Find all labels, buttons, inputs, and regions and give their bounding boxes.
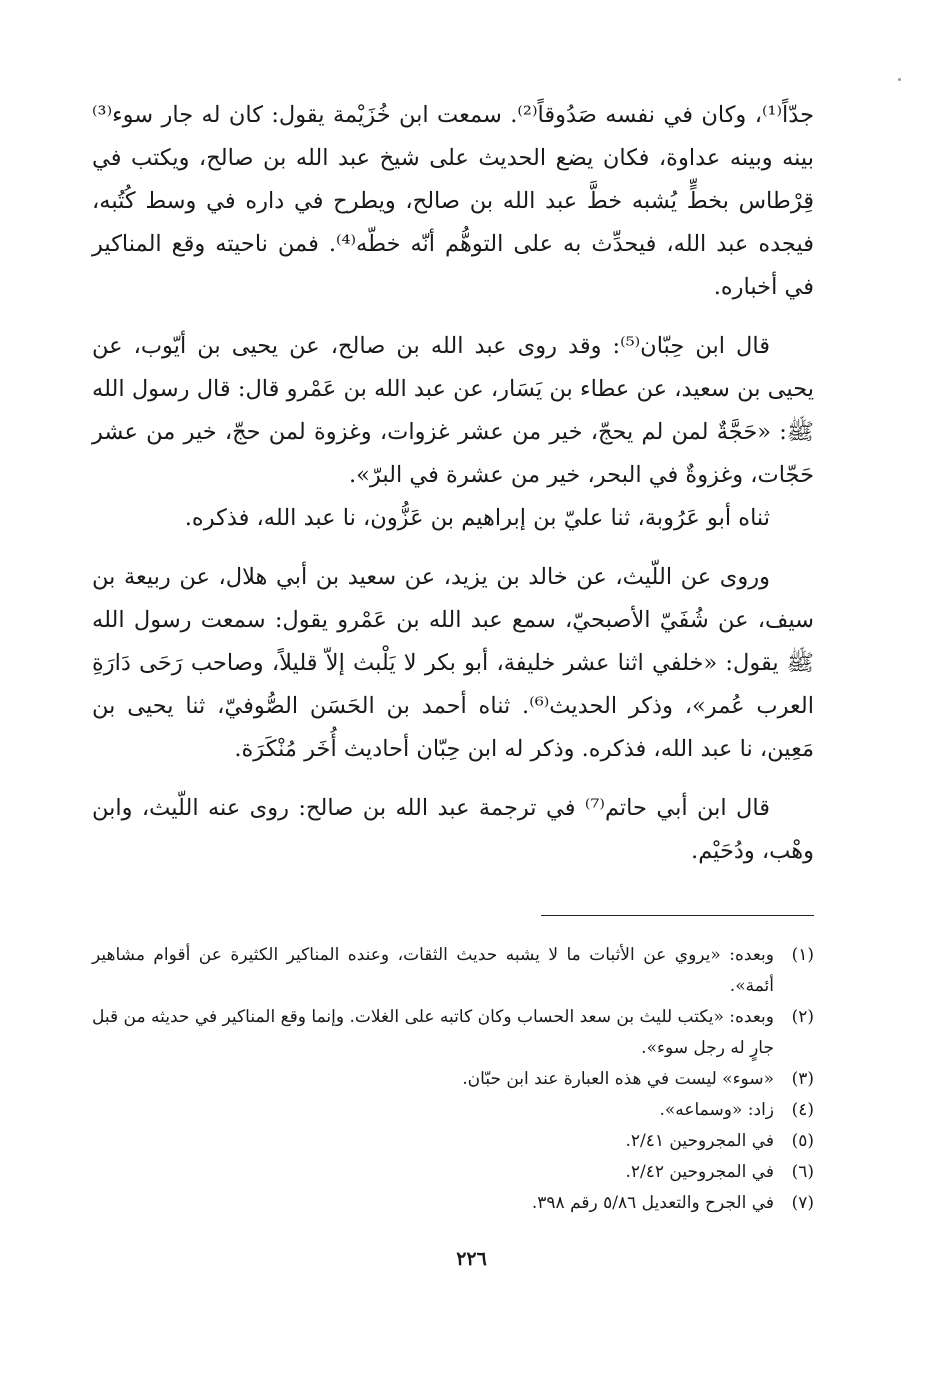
footnote	[92, 1157, 814, 1188]
footnote-text: «سوء» ليست في هذه العبارة عند ابن حبّان.	[462, 1069, 774, 1089]
paragraph: ثناه أبو عَرُوبة، ثنا عليّ بن إبراهيم بن عَزُّون، نا عبد الله، فذكره.	[184, 505, 770, 531]
footnote-number: (٢)	[791, 1007, 814, 1027]
paragraph: قال ابن أبي حاتم⁽⁷⁾ في ترجمة عبد الله بن صالح: روى عنه اللّيث، وابن وهْب، ودُحَيْم.	[92, 795, 814, 864]
footnote-text: في الجرح والتعديل ٥/٨٦ رقم ٣٩٨.	[531, 1193, 774, 1213]
footnote	[92, 1126, 814, 1157]
footnote-text: في المجروحين ٢/٤١.	[625, 1131, 774, 1151]
footnote-text: وبعده: «يكتب لليث بن سعد الحساب وكان كاتبه على الغلات. وإنما وقع المناكير في حديثه من قبل جارٍ له رجل سوء».	[92, 1007, 774, 1058]
paragraph: جدّاً⁽¹⁾، وكان في نفسه صَدُوقاً⁽²⁾. سمعت ابن خُزَيْمة يقول: كان له جار سوء⁽³⁾ بينه وبينه عداوة، فكان يضع الحديث على شيخ عبد الله بن صالح، ويكتب في قِرْطاس بخطٍّ يُشبه خطَّ عبد الله بن صالح، ويطرح في داره في وسط كُتُبه، فيجده عبد الله، فيحدِّث به على التوهُّم أنّه خطّه⁽⁴⁾. فمن ناحيته وقع المناكير في أخباره.	[92, 102, 815, 300]
footnote-number: (٦)	[791, 1162, 814, 1182]
footnote-number: (٥)	[791, 1131, 814, 1151]
footnote-text: زاد: «وسماعه».	[659, 1100, 774, 1120]
footnote	[92, 1002, 814, 1064]
footnote-number: (٤)	[791, 1100, 814, 1120]
main-text	[92, 94, 814, 873]
footnote	[92, 940, 814, 1002]
footnote	[92, 1064, 814, 1095]
footnote-number: (٣)	[791, 1069, 814, 1089]
paragraph: قال ابن حِبّان⁽⁵⁾: وقد روى عبد الله بن صالح، عن يحيى بن أيّوب، عن يحيى بن سعيد، عن عطاء بن يَسَار، عن عبد الله بن عَمْرو قال: قال رسول الله ﷺ: «حَجَّةٌ لمن لم يحجّ، خير من عشر غزوات، وغزوة لمن حجّ، خير من عشر حَجّات، وغزوةٌ في البحر، خير من عشرة في البرّ».	[92, 333, 814, 488]
footnotes	[92, 940, 814, 1219]
footnote	[92, 1095, 814, 1126]
footnote-number: (١)	[791, 945, 814, 965]
page-number: ٢٢٦	[456, 1248, 487, 1270]
paragraph: وروى عن اللّيث، عن خالد بن يزيد، عن سعيد بن أبي هلال، عن ربيعة بن سيف، عن شُفَيّ الأصبحيّ، سمع عبد الله بن عَمْرو يقول: سمعت رسول الله ﷺ يقول: «خلفي اثنا عشر خليفة، أبو بكر لا يَلْبث إلاّ قليلاً، وصاحب رَحَى دَارَةِ العرب عُمر»، وذكر الحديث⁽⁶⁾. ثناه أحمد بن الحَسَن الصُّوفيّ، ثنا يحيى بن مَعِين، نا عبد الله، فذكره. وذكر له ابن حِبّان أحاديث أُخَر مُنْكَرَة.	[92, 564, 814, 762]
footnote	[92, 1188, 814, 1219]
scan-speck	[898, 78, 901, 81]
footnote-divider	[541, 915, 814, 916]
footnote-text: وبعده: «يروي عن الأثبات ما لا يشبه حديث الثقات، وعنده المناكير الكثيرة عن أقوام مشاهير أئمة».	[92, 945, 774, 996]
footnote-number: (٧)	[791, 1193, 814, 1213]
footnote-text: في المجروحين ٢/٤٢.	[625, 1162, 774, 1182]
